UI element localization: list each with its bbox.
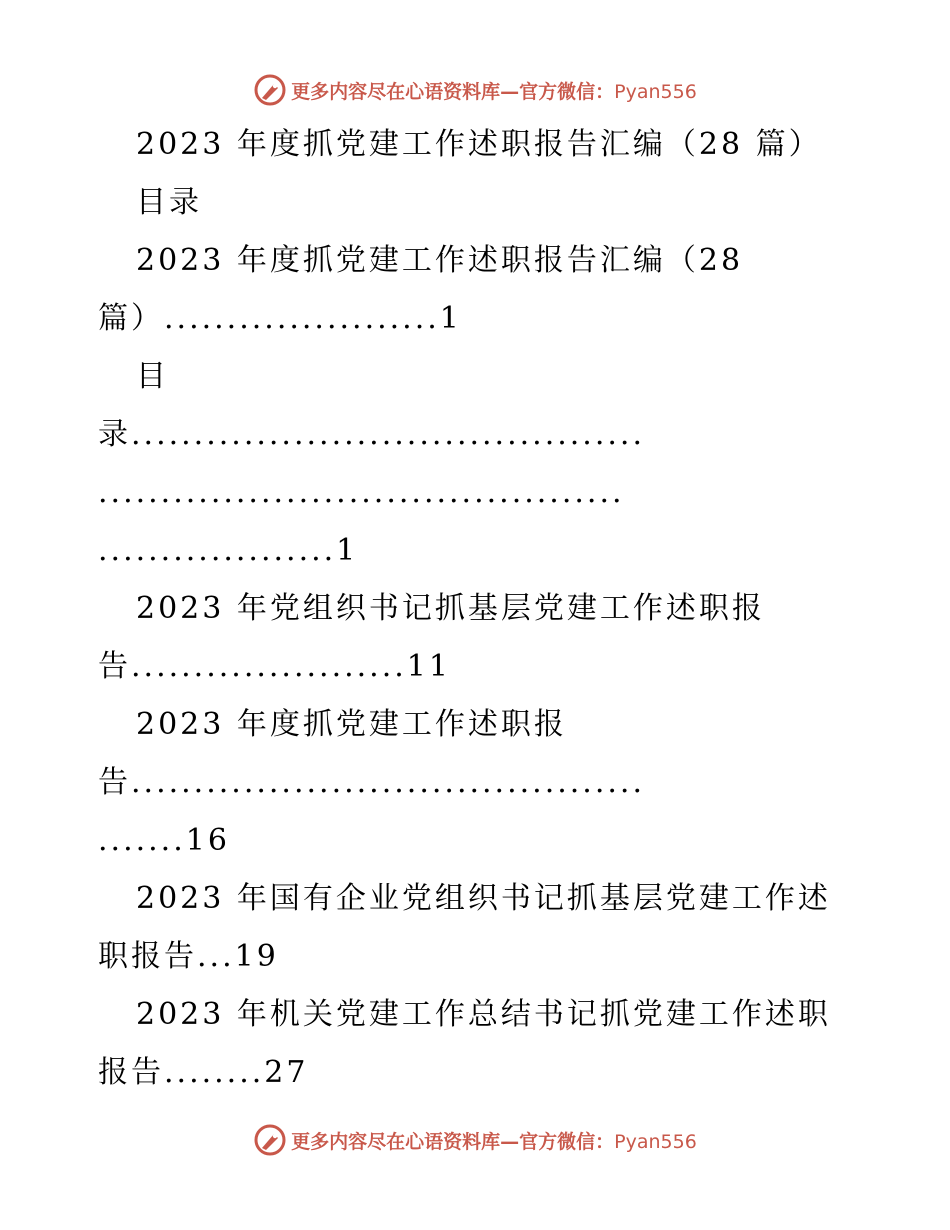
watermark-text: 更多内容尽在心语资料库—官方微信：Pyan556 — [291, 80, 697, 103]
watermark-wechat-id: Pyan556 — [614, 1130, 697, 1153]
toc-line: 告......................11 — [98, 649, 451, 684]
toc-line: 目录 — [136, 185, 202, 220]
toc-line: 2023 年国有企业党组织书记抓基层党建工作述 — [136, 881, 831, 916]
toc-line: .......16 — [98, 823, 230, 858]
watermark-wechat-id: Pyan556 — [614, 80, 697, 103]
watermark-header — [0, 70, 950, 110]
watermark-footer — [0, 1120, 950, 1160]
watermark-text: 更多内容尽在心语资料库—官方微信：Pyan556 — [291, 1130, 697, 1153]
toc-line: 告......................................... — [98, 765, 645, 800]
pen-nib-logo-icon — [253, 1123, 287, 1157]
toc-line: 目 — [136, 359, 169, 394]
document-body — [98, 116, 858, 1102]
toc-line: .......................................... — [98, 475, 625, 510]
toc-line: 2023 年度抓党建工作述职报告汇编（28 篇） — [136, 127, 822, 162]
toc-line: 2023 年机关党建工作总结书记抓党建工作述职 — [136, 997, 831, 1032]
toc-line: 2023 年度抓党建工作述职报 — [136, 707, 567, 742]
toc-line: 报告........27 — [98, 1055, 309, 1090]
toc-line: ...................1 — [98, 533, 359, 568]
pen-nib-logo-icon — [253, 73, 287, 107]
toc-line: 职报告...19 — [98, 939, 279, 974]
toc-line: 录......................................... — [98, 417, 645, 452]
toc-line: 篇）......................1 — [98, 301, 462, 336]
toc-line: 2023 年党组织书记抓基层党建工作述职报 — [136, 591, 765, 626]
toc-line: 2023 年度抓党建工作述职报告汇编（28 — [136, 243, 744, 278]
